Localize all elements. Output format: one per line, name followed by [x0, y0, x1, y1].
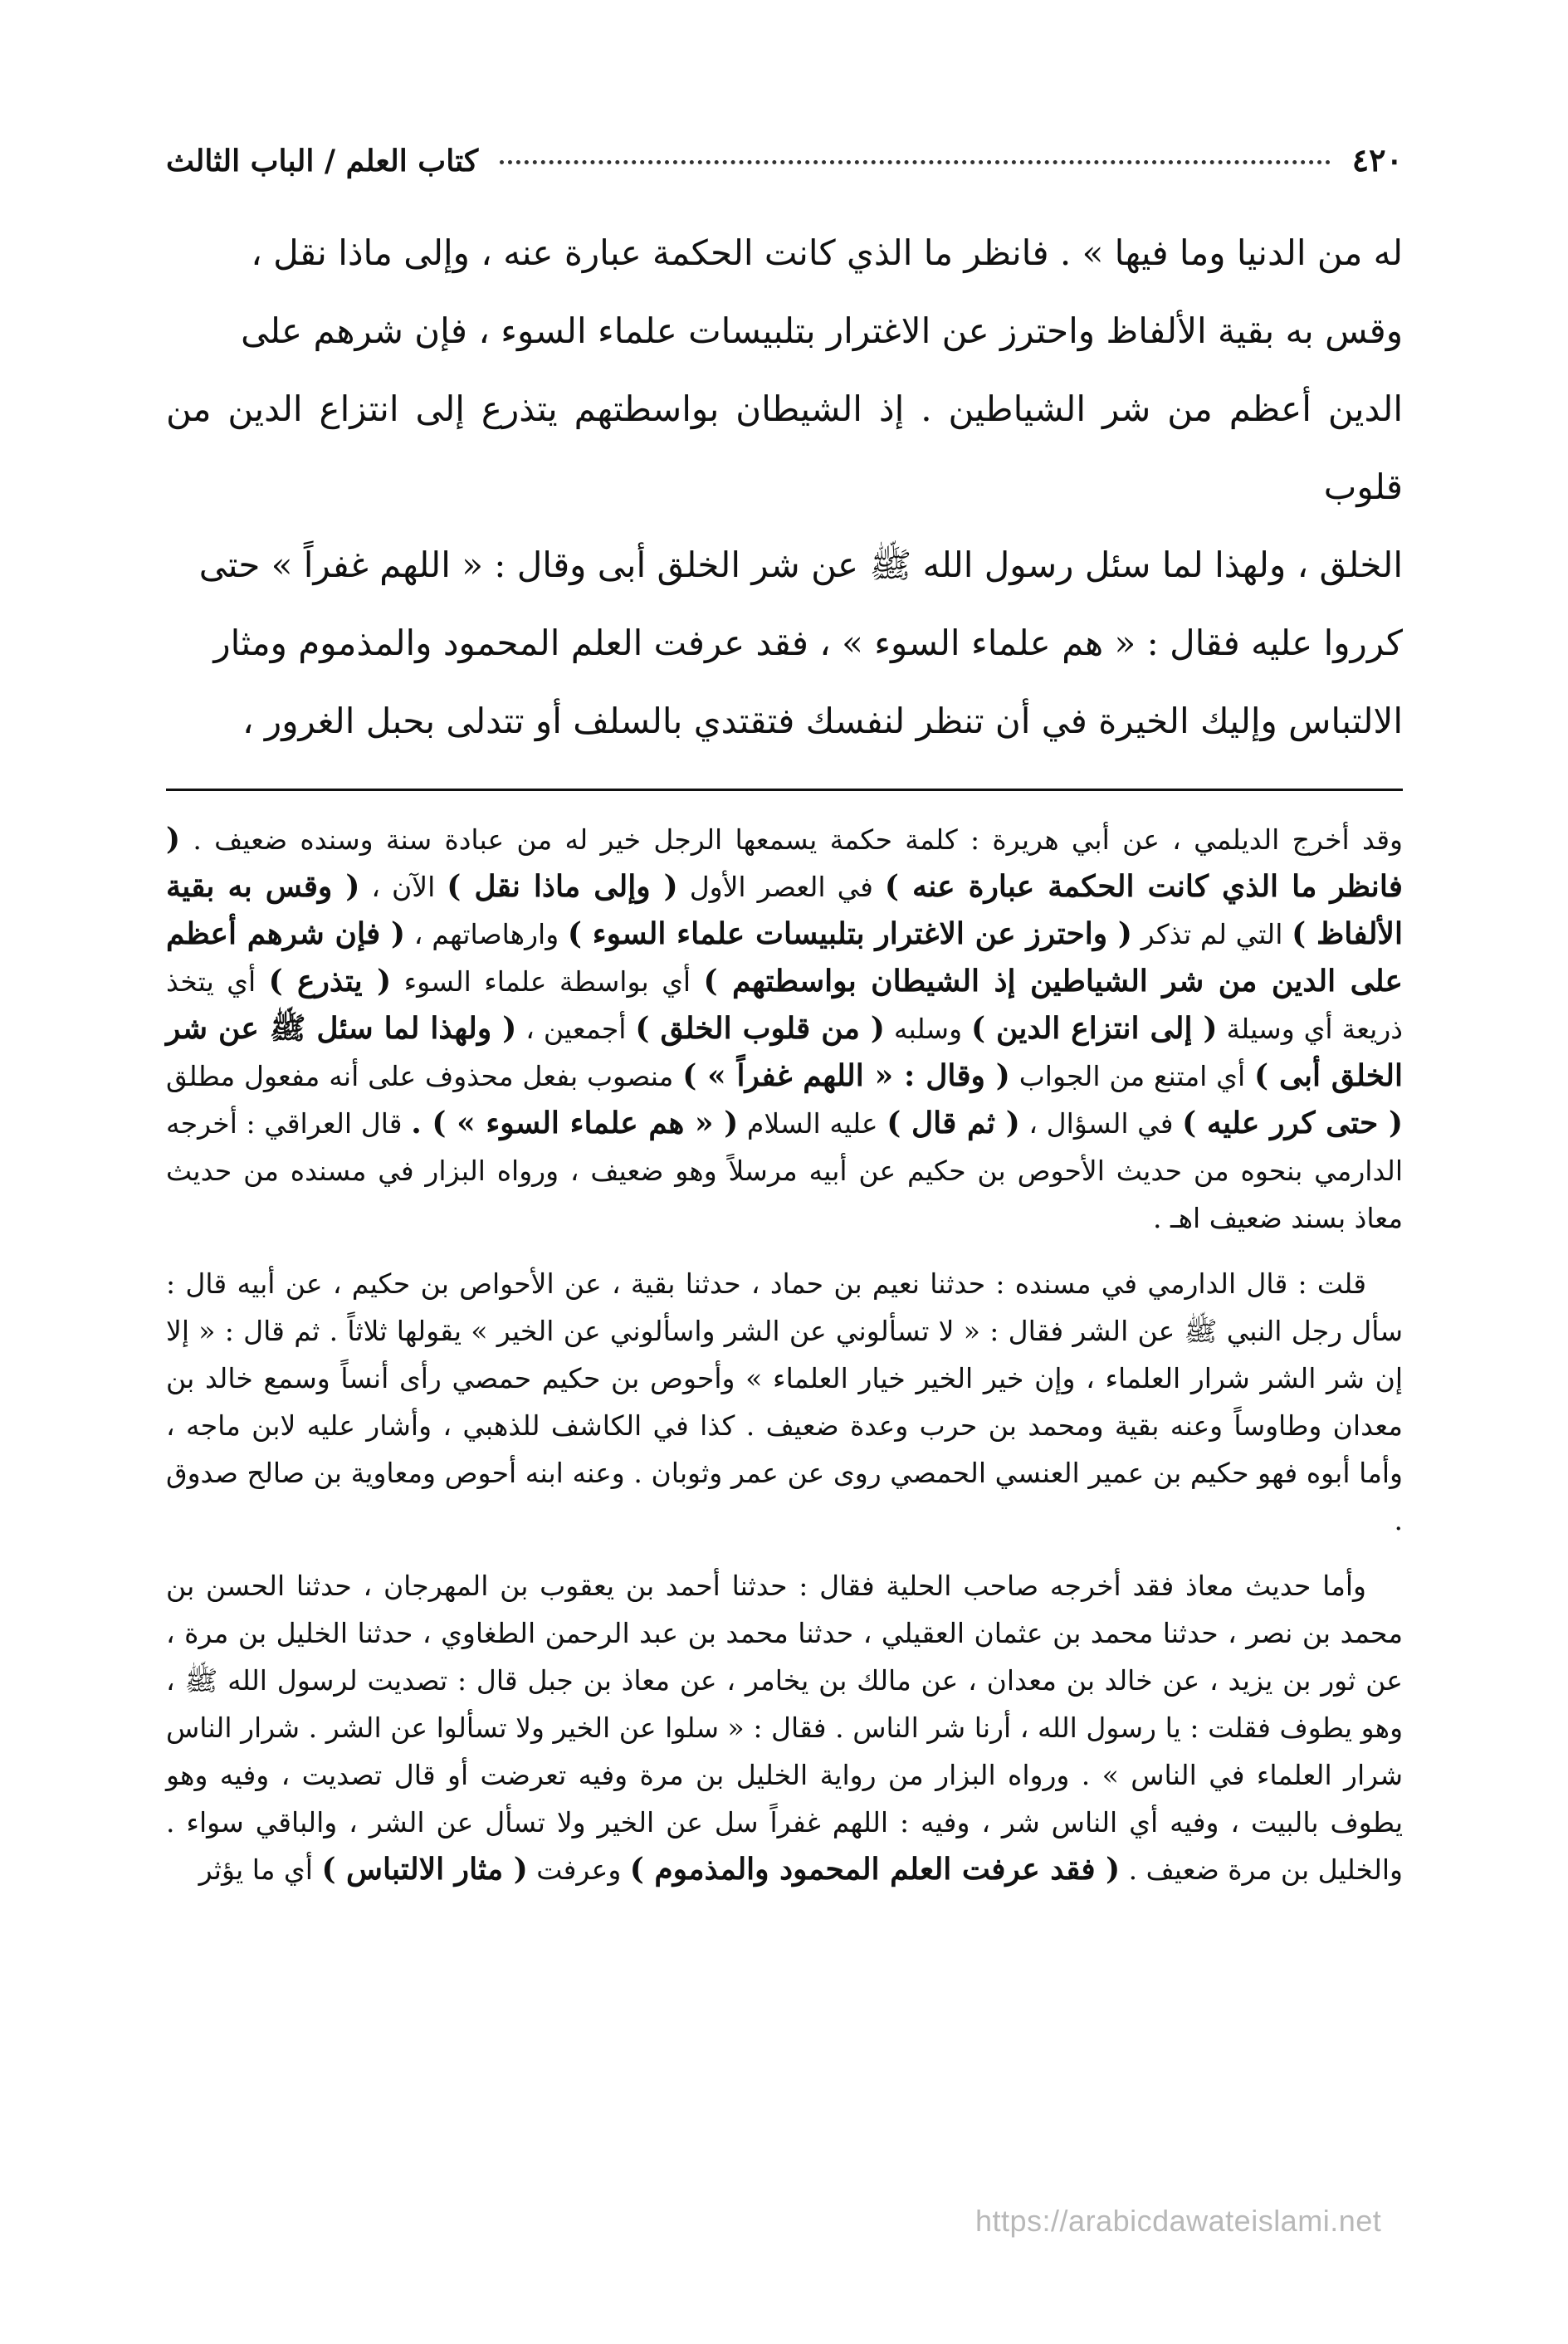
- plain-text: عليه السلام: [746, 1107, 878, 1140]
- quoted-phrase: ( مثار الالتباس ): [321, 1852, 528, 1887]
- plain-text: أي بواسطة علماء السوء: [403, 965, 691, 998]
- quoted-phrase: ( فانظر ما الذي كانت الحكمة عبارة عنه ): [166, 822, 1403, 904]
- quoted-phrase: ( ولهذا لما سئل ﷺ عن شر الخلق أبى ): [166, 1011, 1404, 1093]
- commentary-paragraph: قلت : قال الدارمي في مسنده : حدثنا نعيم بن حماد ، حدثنا بقية ، عن الأحواص بن حكيم ، عن أبيه قال : سأل رجل النبي ﷺ عن الشر فقال : « لا تسألوني عن الشر واسألوني عن الخير » يقولها ثلاثاً . ثم قال : « إلا إن شر الشر شرار العلماء ، وإن خير الخير خيار العلماء » وأحوص بن حكيم حمصي رأى أنساً وسمع خالد بن معدان وطاوساً وعنه بقية ومحمد بن حرب وعدة ضعيف . كذا في الكاشف للذهبي ، وأشار عليه لابن ماجه ، وأما أبوه فهو حكيم بن عمير العنسي الحمصي روى عن عمر وثوبان . وعنه ابنه أحوص ومعاوية بن صالح صدوق .: [166, 1267, 1403, 1536]
- plain-text: وأما حديث معاذ فقد أخرجه صاحب الحلية فقال : حدثنا أحمد بن يعقوب بن المهرجان ، حدثنا الحسن بن محمد بن نصر ، حدثنا محمد بن عثمان العقيلي ، حدثنا محمد بن عبد الرحمن الطغاوي ، حدثنا الخليل بن مرة ، عن ثور بن يزيد ، عن خالد بن معدان ، عن مالك بن يخامر ، عن معاذ بن جبل قال : تصديت لرسول الله ﷺ ، وهو يطوف فقلت : يا رسول الله ، أرنا شر الناس . فقال : « سلوا عن الخير ولا تسألوا عن الشر . شرار الناس شرار العلماء في الناس » . ورواه البزار من رواية الخليل بن مرة وفيه تعرضت أو قال تصديت ، وفيه وهو يطوف بالبيت ، وفيه أي الناس شر ، وفيه : اللهم غفراً سل عن الخير ولا تسأل عن الشر ، والباقي سواء . والخليل بن مرة ضعيف .: [166, 1570, 1404, 1886]
- plain-text: أي ما يؤثر: [198, 1853, 313, 1886]
- book-page: [166, 125, 1403, 1912]
- quoted-phrase: ( وقال : « اللهم غفراً » ): [682, 1058, 1010, 1093]
- quoted-phrase: ( إلى انتزاع الدين ): [970, 1011, 1218, 1046]
- page-number: ٤٢٠: [1351, 141, 1403, 178]
- plain-text: وقد أخرج الديلمي ، عن أبي هريرة : كلمة حكمة يسمعها الرجل خير له من عبادة سنة وسنده ضعيف .: [193, 823, 1403, 856]
- quoted-phrase: ( وقس به بقية الألفاظ ): [166, 869, 1403, 951]
- commentary-paragraph: [166, 1562, 1403, 1893]
- quoted-phrase: ( فإن شرهم أعظم على الدين من شر الشياطين إذ الشيطان بواسطتهم ): [166, 916, 1403, 999]
- main-line: كرروا عليه فقال : « هم علماء السوء » ، فقد عرفت العلم المحمود والمذموم ومثار: [213, 623, 1403, 663]
- commentary-paragraph: [166, 816, 1403, 1242]
- quoted-phrase: ( ثم قال ): [887, 1106, 1020, 1140]
- plain-text: أي يتخذ ذريعة أي وسيلة: [166, 965, 1403, 1045]
- quoted-phrase: ( من قلوب الخلق ): [635, 1011, 885, 1046]
- commentary: [166, 816, 1403, 1893]
- page-header: [166, 125, 1403, 191]
- main-line: الخلق ، ولهذا لما سئل رسول الله ﷺ عن شر الخلق أبى وقال : « اللهم غفراً » حتى: [198, 544, 1403, 585]
- plain-text: في العصر الأول: [689, 871, 873, 903]
- plain-text: وارهاصاتهم ،: [413, 918, 559, 950]
- quoted-phrase: ( وإلى ماذا نقل ): [447, 869, 678, 904]
- running-title: كتاب العلم / الباب الثالث: [166, 144, 479, 178]
- header-dotted-leader: [500, 159, 1331, 164]
- quoted-phrase: ( يتذرع ): [268, 964, 392, 999]
- main-line: وقس به بقية الألفاظ واحترز عن الاغترار بتلبيسات علماء السوء ، فإن شرهم على: [241, 310, 1403, 351]
- quoted-phrase: ( فقد عرفت العلم المحمود والمذموم ): [629, 1852, 1121, 1887]
- quoted-phrase: ( « هم علماء السوء » ) .: [411, 1106, 739, 1140]
- watermark-url: https://arabicdawateislami.net: [975, 2204, 1382, 2238]
- plain-text: في السؤال ،: [1028, 1107, 1174, 1140]
- plain-text: وعرفت: [536, 1853, 622, 1886]
- plain-text: التي لم تذكر: [1141, 918, 1283, 950]
- plain-text: أي امتنع من الجواب: [1018, 1060, 1246, 1092]
- main-text: [166, 214, 1403, 760]
- plain-text: الآن ،: [371, 871, 436, 903]
- main-line: الدين أعظم من شر الشياطين . إذ الشيطان بواسطتهم يتذرع إلى انتزاع الدين من قلوب: [166, 388, 1403, 507]
- main-line: له من الدنيا وما فيها » . فانظر ما الذي كانت الحكمة عبارة عنه ، وإلى ماذا نقل ،: [251, 232, 1403, 273]
- footnote-divider: [166, 789, 1403, 791]
- quoted-phrase: ( واحترز عن الاغترار بتلبيسات علماء السوء ): [567, 916, 1132, 951]
- plain-text: أجمعين ،: [525, 1013, 627, 1045]
- plain-text: وسلبه: [893, 1013, 963, 1045]
- plain-text: منصوب بفعل محذوف على أنه مفعول مطلق: [166, 1060, 674, 1092]
- quoted-phrase: ( حتى كرر عليه ): [1182, 1106, 1404, 1140]
- plain-text: قال العراقي : أخرجه الدارمي بنحوه من حديث الأحوص بن حكيم عن أبيه مرسلاً وهو ضعيف ، ورواه البزار في مسنده من حديث معاذ بسند ضعيف اهـ .: [166, 1107, 1403, 1234]
- main-line: الالتباس وإليك الخيرة في أن تنظر لنفسك فتقتدي بالسلف أو تتدلى بحبل الغرور ،: [242, 701, 1403, 741]
